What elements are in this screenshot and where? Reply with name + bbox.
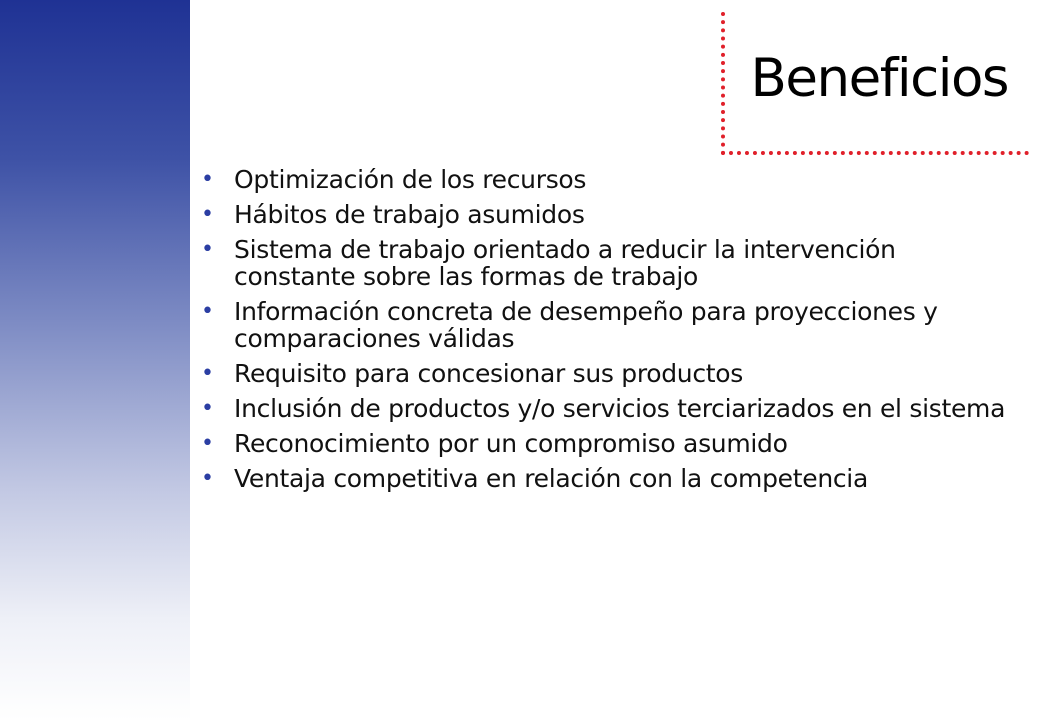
bullet-dot-icon: • — [201, 202, 214, 227]
bullet-dot-icon: • — [201, 167, 214, 192]
bullet-item — [201, 201, 1016, 228]
bullet-item — [201, 298, 1016, 352]
bullet-text: Ventaja competitiva en relación con la competencia — [234, 464, 868, 493]
bullet-dot-icon: • — [201, 466, 214, 491]
bullet-dot-icon: • — [201, 396, 214, 421]
bullet-item — [201, 236, 1016, 290]
bullet-text: Optimización de los recursos — [234, 165, 587, 194]
bullet-text: Hábitos de trabajo asumidos — [234, 200, 585, 229]
bullet-text: Sistema de trabajo orientado a reducir la intervención constante sobre las formas de trabajo — [234, 235, 896, 291]
bullet-text: Inclusión de productos y/o servicios terciarizados en el sistema — [234, 394, 1006, 423]
bullet-item — [201, 166, 1016, 193]
bullet-item — [201, 465, 1016, 492]
bullet-text: Reconocimiento por un compromiso asumido — [234, 429, 788, 458]
sidebar-gradient-band — [0, 0, 190, 720]
slide-title: Beneficios — [750, 48, 1008, 109]
bullet-dot-icon: • — [201, 431, 214, 456]
bullet-dot-icon: • — [201, 299, 214, 324]
bullet-dot-icon: • — [201, 237, 214, 262]
bullet-item — [201, 430, 1016, 457]
bullet-item — [201, 395, 1016, 422]
bullet-text: Requisito para concesionar sus productos — [234, 359, 744, 388]
benefits-bullet-list — [201, 166, 1016, 500]
bullet-dot-icon: • — [201, 361, 214, 386]
bullet-item — [201, 360, 1016, 387]
bullet-text: Información concreta de desempeño para proyecciones y comparaciones válidas — [234, 297, 938, 353]
